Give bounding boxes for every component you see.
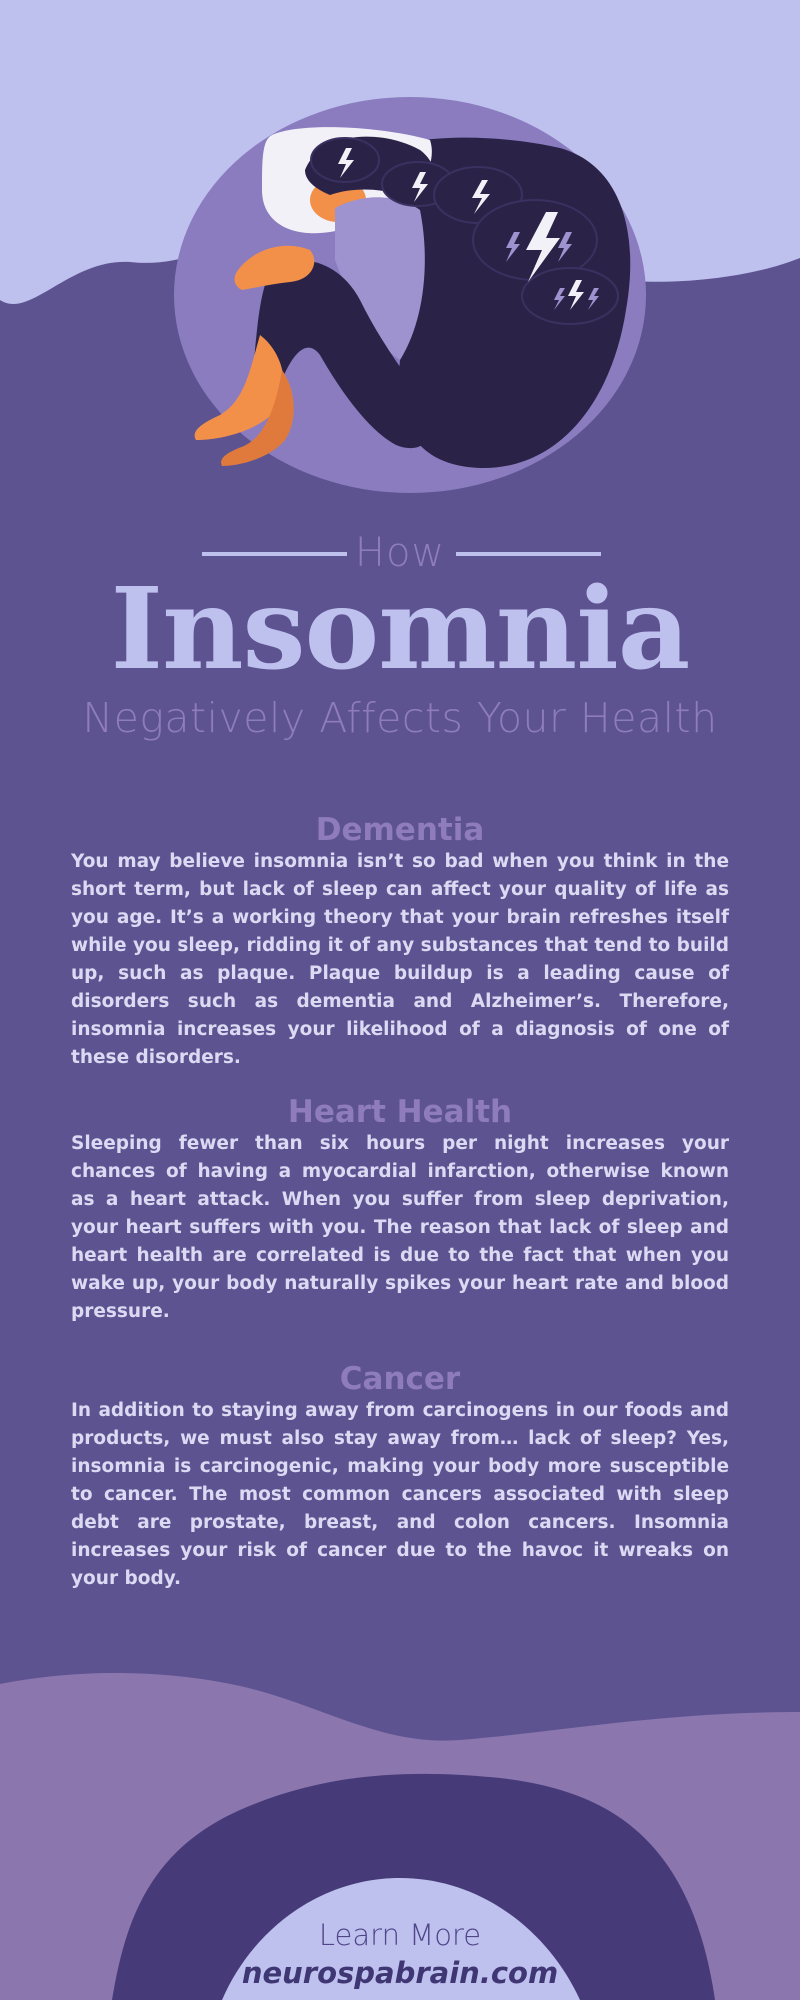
insomnia-illustration bbox=[0, 0, 800, 520]
footer bbox=[0, 1915, 800, 1991]
page-subtitle: Negatively Affects Your Health bbox=[82, 694, 718, 742]
section-body: You may believe insomnia isn’t so bad when you think in the short term, but lack of sleep can affect your quality of life as you age. It’s a working theory that your brain refreshes itself while you sleep, ridding it of any substances that tend to build up, such as plaque. Plaque buildup is a leading cause of disorders such as dementia and Alzheimer’s. Therefore, insomnia increases your likelihood of a diagnosis of one of these disorders. bbox=[71, 851, 729, 1068]
learn-more-label: Learn More bbox=[318, 1918, 482, 1952]
section-body: In addition to staying away from carcinogens in our foods and products, we must also stay away from… lack of sleep? Yes, insomnia is carcinogenic, making your body more susceptible to cancer. The most common cancers associated with sleep debt are prostate, breast, and colon cancers. Insomnia increases your risk of cancer due to the havoc it wreaks on your body. bbox=[71, 1400, 729, 1589]
title-how: How bbox=[354, 530, 446, 576]
section-heading: Heart Health bbox=[287, 1094, 513, 1130]
section-heading: Dementia bbox=[315, 812, 485, 848]
page-title: Insomnia bbox=[110, 564, 690, 695]
section-body: Sleeping fewer than six hours per night increases your chances of having a myocardial infarction, otherwise known as a heart attack. When you suffer from sleep deprivation, your heart suffers with you. The reason that lack of sleep and heart health are correlated is due to the fact that when you wake up, your body naturally spikes your heart rate and blood pressure. bbox=[71, 1133, 729, 1322]
title-rule-right bbox=[456, 552, 601, 556]
section-dementia bbox=[71, 812, 729, 1072]
website-link[interactable]: neurospabrain.com bbox=[241, 1956, 559, 1990]
title-block bbox=[0, 530, 800, 742]
section-cancer bbox=[71, 1361, 729, 1593]
section-heart-health bbox=[71, 1094, 729, 1326]
section-heading: Cancer bbox=[339, 1361, 461, 1397]
how-row bbox=[0, 530, 800, 582]
